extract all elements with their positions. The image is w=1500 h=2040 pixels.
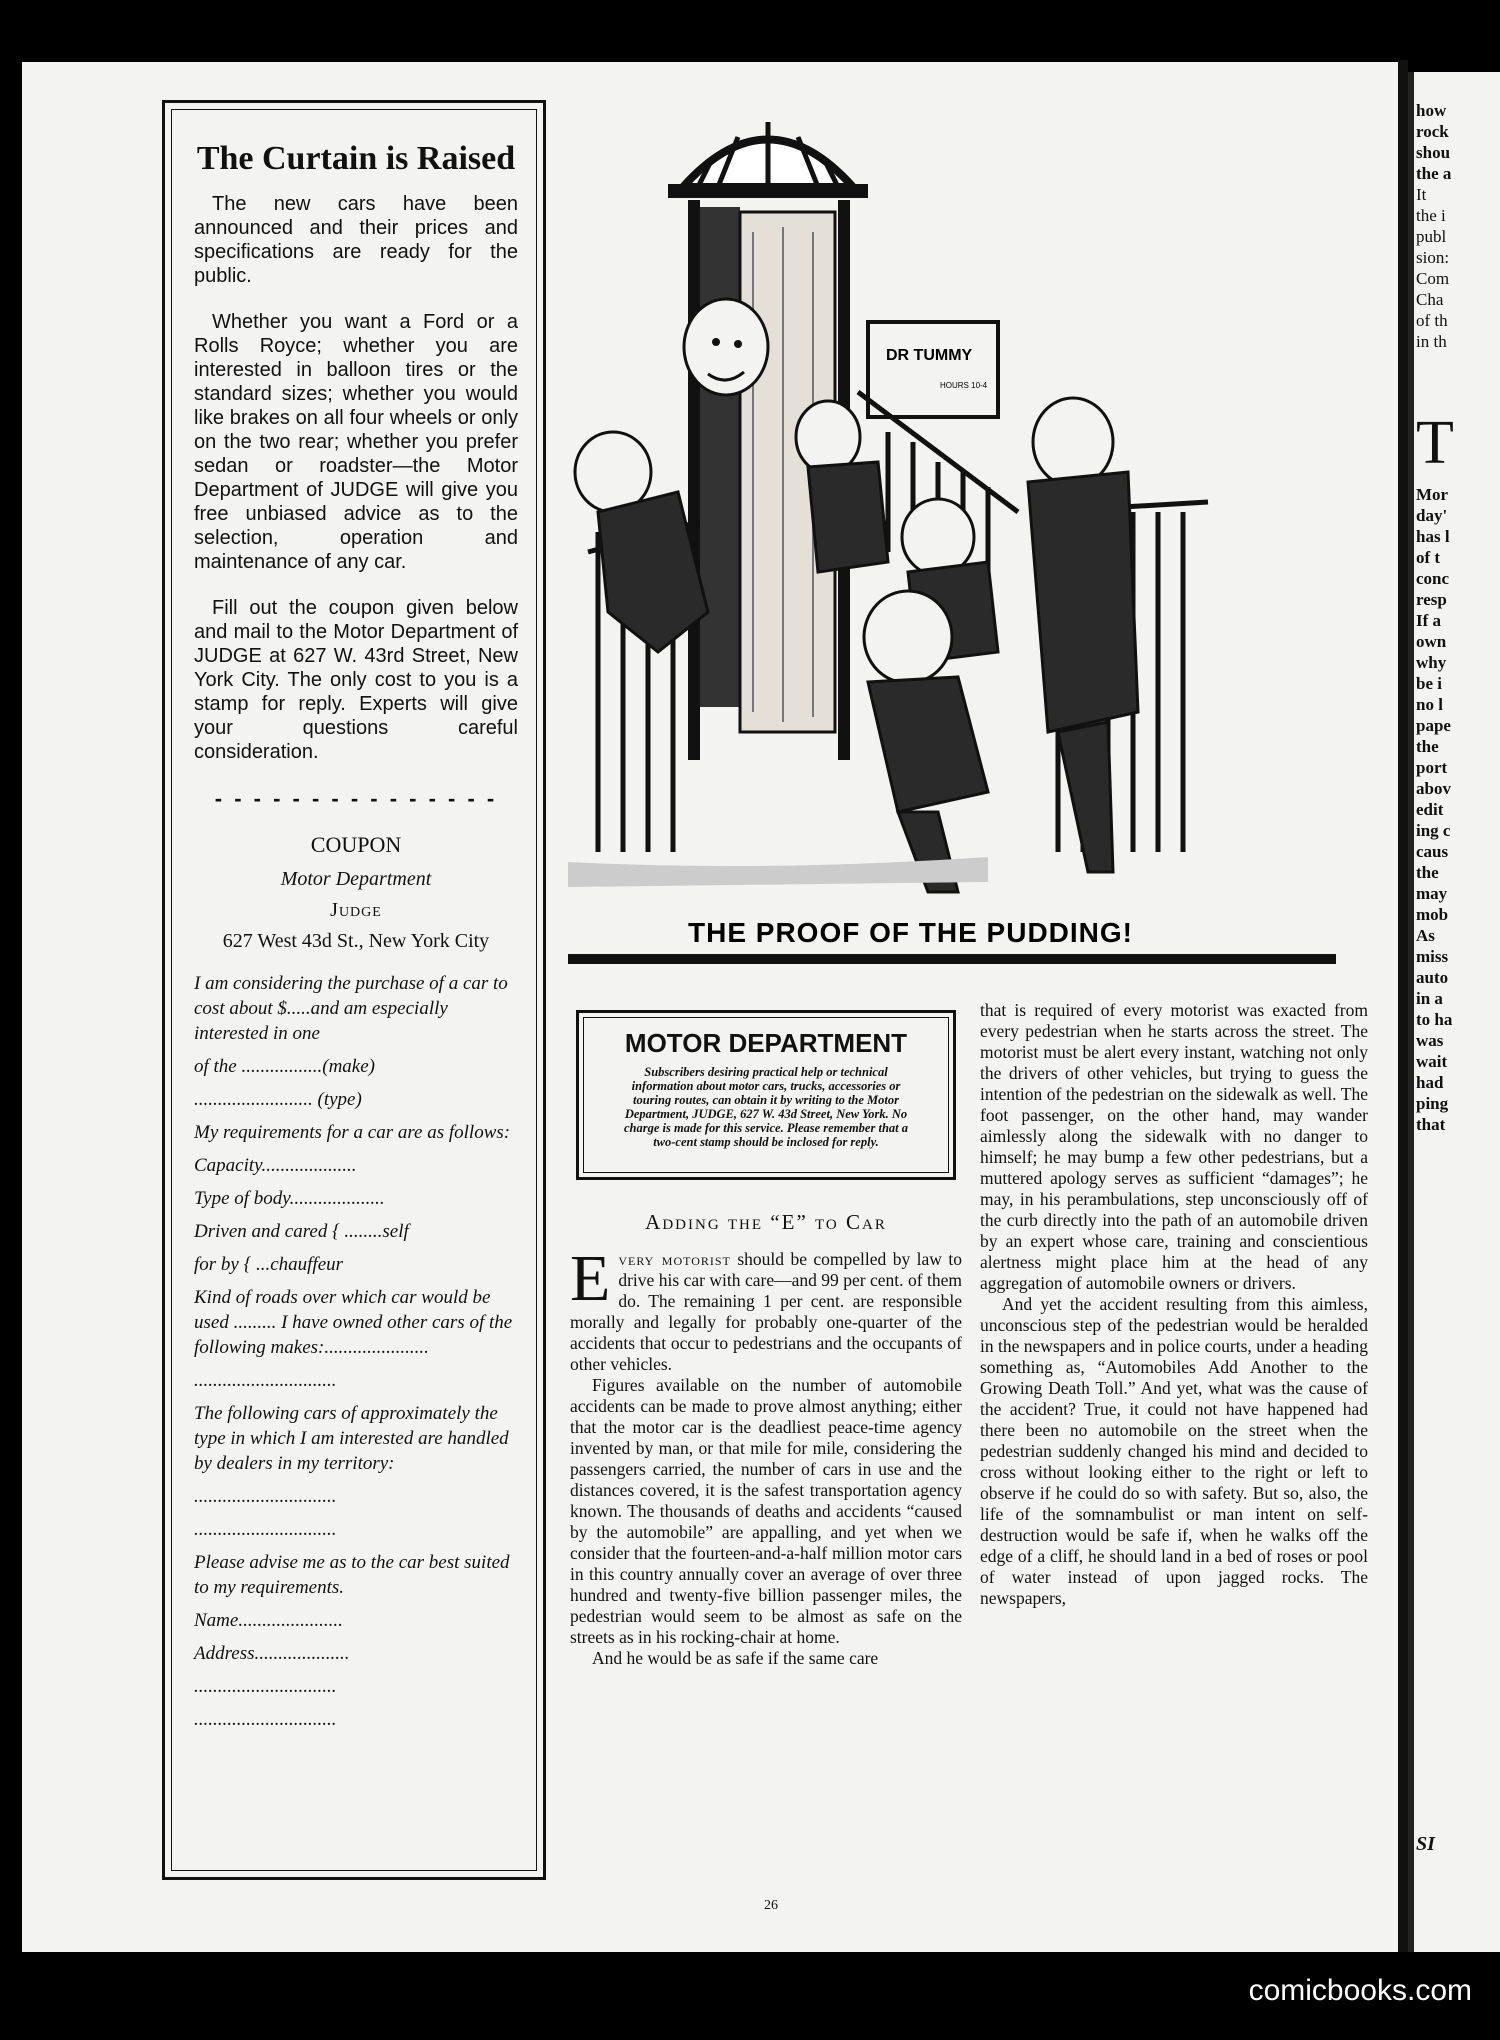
coupon-department: Motor Department: [280, 868, 432, 890]
strip-line: abov: [1416, 779, 1451, 798]
article-paragraph-1-text: should be compelled by law to drive his car with care—and 99 per cent. of them do. The remaining 1 per cent. are responsible morally and legally for probably one-quarter of the accidents that occur to pedestrians and the occupants of other vehicles.: [570, 1249, 963, 1374]
strip-line: of th: [1416, 311, 1448, 330]
adjacent-page-strip: [1408, 72, 1500, 1952]
strip-line: wait: [1416, 1052, 1448, 1071]
coupon-line: Driven and cared { ........self: [194, 1221, 409, 1242]
strip-line: miss: [1416, 947, 1449, 966]
page-gutter: [1398, 60, 1408, 1952]
coupon-line: ......................... (type): [194, 1089, 362, 1110]
article-heading: Adding the “E” to Car: [645, 1210, 887, 1234]
coupon-judge: Judge: [330, 899, 382, 921]
coupon-line: Capacity....................: [194, 1155, 357, 1176]
page-number: 26: [764, 1898, 778, 1913]
article-paragraph-2: Figures available on the number of automobile accidents can be made to prove almost anything; either that the motor car is the deadliest peace-time agency invented by man, or that mile for mile, considering the passengers carried, the number of cars in use and the distances covered, it is the safest transportation agency known. The thousands of deaths and accidents “caused by the automobile” are appalling, and yet when we consider that the fourteen-and-a-half million motor cars in this country annually cover an average of over three hundred and twenty-five billion passenger miles, the pedestrian would seem to be almost as safe on the streets as in his rocking-chair at home.: [570, 1375, 962, 1647]
motor-department-text: Subscribers desiring practical help or technical information about motor cars, trucks, accessories or touring routes, can obtain it by writing to the Motor Department, JUDGE, 627 W. 43d Street, New York. No charge is made for this service. Please remember that a two-cent stamp should be inclosed for reply.: [624, 1065, 908, 1149]
coupon-line: The following cars of approximately the type in which I am interested are handled by dealers in my territory:: [194, 1403, 509, 1474]
strip-line: in a: [1416, 989, 1443, 1008]
strip-line: edit: [1416, 800, 1444, 819]
coupon-line: Name......................: [194, 1610, 343, 1631]
strip-line: As: [1416, 926, 1435, 945]
motor-department-box: [576, 1010, 956, 1180]
coupon-line: ..............................: [194, 1709, 337, 1730]
strip-line: If a: [1416, 611, 1442, 630]
strip-line: ing c: [1416, 821, 1451, 840]
motor-department-inner: [583, 1017, 949, 1173]
article-column-2-paragraph-2: And yet the accident resulting from this aimless, unconscious step of the pedestrian would be heralded in the newspapers and in police courts, under a heading something as, “Automobiles Add Another to the Growing Death Toll.” And yet, what was the cause of the accident? True, it could not have happened had there been no automobile on the street when the pedestrian suddenly changed his mind and decided to cross without looking either to the right or left to observe if he could do so with safety. But so, also, the life of the somnambulist or man intent on self-destruction would be safe if, when he walks off the edge of a cliff, he should land in a bed of roses or pool of water instead of upon jagged rocks. The newspapers,: [980, 1294, 1368, 1608]
coupon-line: Address....................: [194, 1643, 350, 1664]
strip-line: It: [1416, 185, 1427, 204]
strip-line: had: [1416, 1073, 1444, 1092]
strip-line: own: [1416, 632, 1447, 651]
coupon-heading: COUPON: [310, 832, 402, 857]
proof-of-pudding-illustration: [568, 92, 1336, 970]
strip-line: no l: [1416, 695, 1443, 714]
coupon-line: ..............................: [194, 1519, 337, 1540]
strip-line: day': [1416, 506, 1448, 525]
strip-line: Mor: [1416, 485, 1449, 504]
strip-line: to ha: [1416, 1010, 1453, 1029]
article-column-1: [570, 1212, 962, 1669]
article-paragraph-1: [570, 1242, 963, 1375]
strip-line: that: [1416, 1115, 1446, 1134]
strip-line: was: [1416, 1031, 1444, 1050]
coupon-address: 627 West 43d St., New York City: [222, 930, 490, 952]
strip-line: why: [1416, 653, 1447, 672]
curtain-ad-inner: [171, 109, 537, 1871]
coupon-line: Please advise me as to the car best suited to my requirements.: [194, 1552, 510, 1598]
ad-paragraph-1: The new cars have been announced and their prices and specifications are ready for the public.: [194, 193, 518, 287]
strip-line: the: [1416, 863, 1439, 882]
strip-line: pape: [1416, 716, 1451, 735]
door-sign-hours: HOURS 10-4: [940, 381, 988, 390]
strip-line: the: [1416, 737, 1439, 756]
coupon-cut-line: - - - - - - - - - - - - - - -: [214, 786, 498, 811]
motor-department-title: MOTOR DEPARTMENT: [624, 1028, 908, 1058]
strip-bottom-text: SI: [1416, 1833, 1435, 1855]
coupon-line: ..............................: [194, 1676, 337, 1697]
strip-line: how: [1416, 101, 1447, 120]
ad-title: The Curtain is Raised: [196, 140, 516, 177]
lead-small-caps: very motorist: [618, 1249, 731, 1269]
article-column-2-paragraph-1: that is required of every motorist was exacted from every pedestrian when he starts across the street. The motorist must be alert every instant, watching not only the drivers of other vehicles, but trying to guess the intention of the pedestrian on the sidewalk as well. The foot passenger, on the other hand, may wander aimlessly along the sidewalk with no danger to himself; he may bump a few other pedestrians, but a muttered apology serves as sufficient “damages”; he may, in his perambulations, step unconsciously off of the curb directly into the path of an automobile driven by an expert whose care, training and conscientious alertness might place him at the head of any aggregation of automobile owners or drivers.: [980, 1000, 1368, 1293]
ad-paragraph-3: Fill out the coupon given below and mail to the Motor Department of JUDGE at 627 W. 43rd Street, New York City. The only cost to you is a stamp for reply. Experts will give your questions careful consideration.: [194, 597, 518, 763]
coupon-line: for by { ...chauffeur: [194, 1254, 344, 1275]
article-column-2: [980, 1000, 1368, 1609]
coupon-line: ..............................: [194, 1370, 337, 1391]
strip-line: sion:: [1416, 248, 1450, 267]
coupon-line: My requirements for a car are as follows:: [194, 1122, 511, 1143]
strip-line: publ: [1416, 227, 1447, 246]
coupon-line: of the .................(make): [194, 1056, 375, 1077]
strip-line: of t: [1416, 548, 1441, 567]
strip-line: caus: [1416, 842, 1449, 861]
coupon-line: Kind of roads over which car would be used ......... I have owned other cars of the following makes:......................: [194, 1287, 513, 1358]
door-sign-text: DR TUMMY: [886, 347, 973, 364]
strip-line: ping: [1416, 1094, 1449, 1113]
strip-line: Cha: [1416, 290, 1444, 309]
strip-line: port: [1416, 758, 1448, 777]
strip-line: Com: [1416, 269, 1450, 288]
strip-line: has l: [1416, 527, 1450, 546]
strip-line: the a: [1416, 164, 1452, 183]
strip-line: shou: [1416, 143, 1451, 162]
coupon-form: [194, 971, 518, 1732]
strip-line: auto: [1416, 968, 1449, 987]
strip-line: be i: [1416, 674, 1442, 693]
coupon-line: ..............................: [194, 1486, 337, 1507]
strip-line: in th: [1416, 332, 1447, 351]
watermark: comicbooks.com: [1248, 1974, 1472, 2007]
ad-paragraph-2: Whether you want a Ford or a Rolls Royce; whether you are interested in balloon tires or the standard sizes; whether you would like brakes on all four wheels or only on the two rear; whether you prefer sedan or roadster—the Motor Department of JUDGE will give you free unbiased advice as to the selection, operation and maintenance of any car.: [194, 311, 518, 573]
illustration-caption: THE PROOF OF THE PUDDING!: [688, 917, 1133, 948]
curtain-ad-box: [162, 100, 546, 1880]
coupon-line: Type of body....................: [194, 1188, 385, 1209]
strip-line: resp: [1416, 590, 1447, 609]
strip-line: rock: [1416, 122, 1449, 141]
drop-cap: E: [570, 1242, 611, 1315]
coupon-line: I am considering the purchase of a car to cost about $.....and am especially interested in one: [194, 973, 508, 1044]
strip-line: may: [1416, 884, 1448, 903]
strip-line: the i: [1416, 206, 1446, 225]
article-paragraph-3: And he would be as safe if the same care: [592, 1648, 879, 1668]
strip-line: mob: [1416, 905, 1449, 924]
strip-line: conc: [1416, 569, 1450, 588]
strip-big-letter: T: [1416, 409, 1454, 477]
